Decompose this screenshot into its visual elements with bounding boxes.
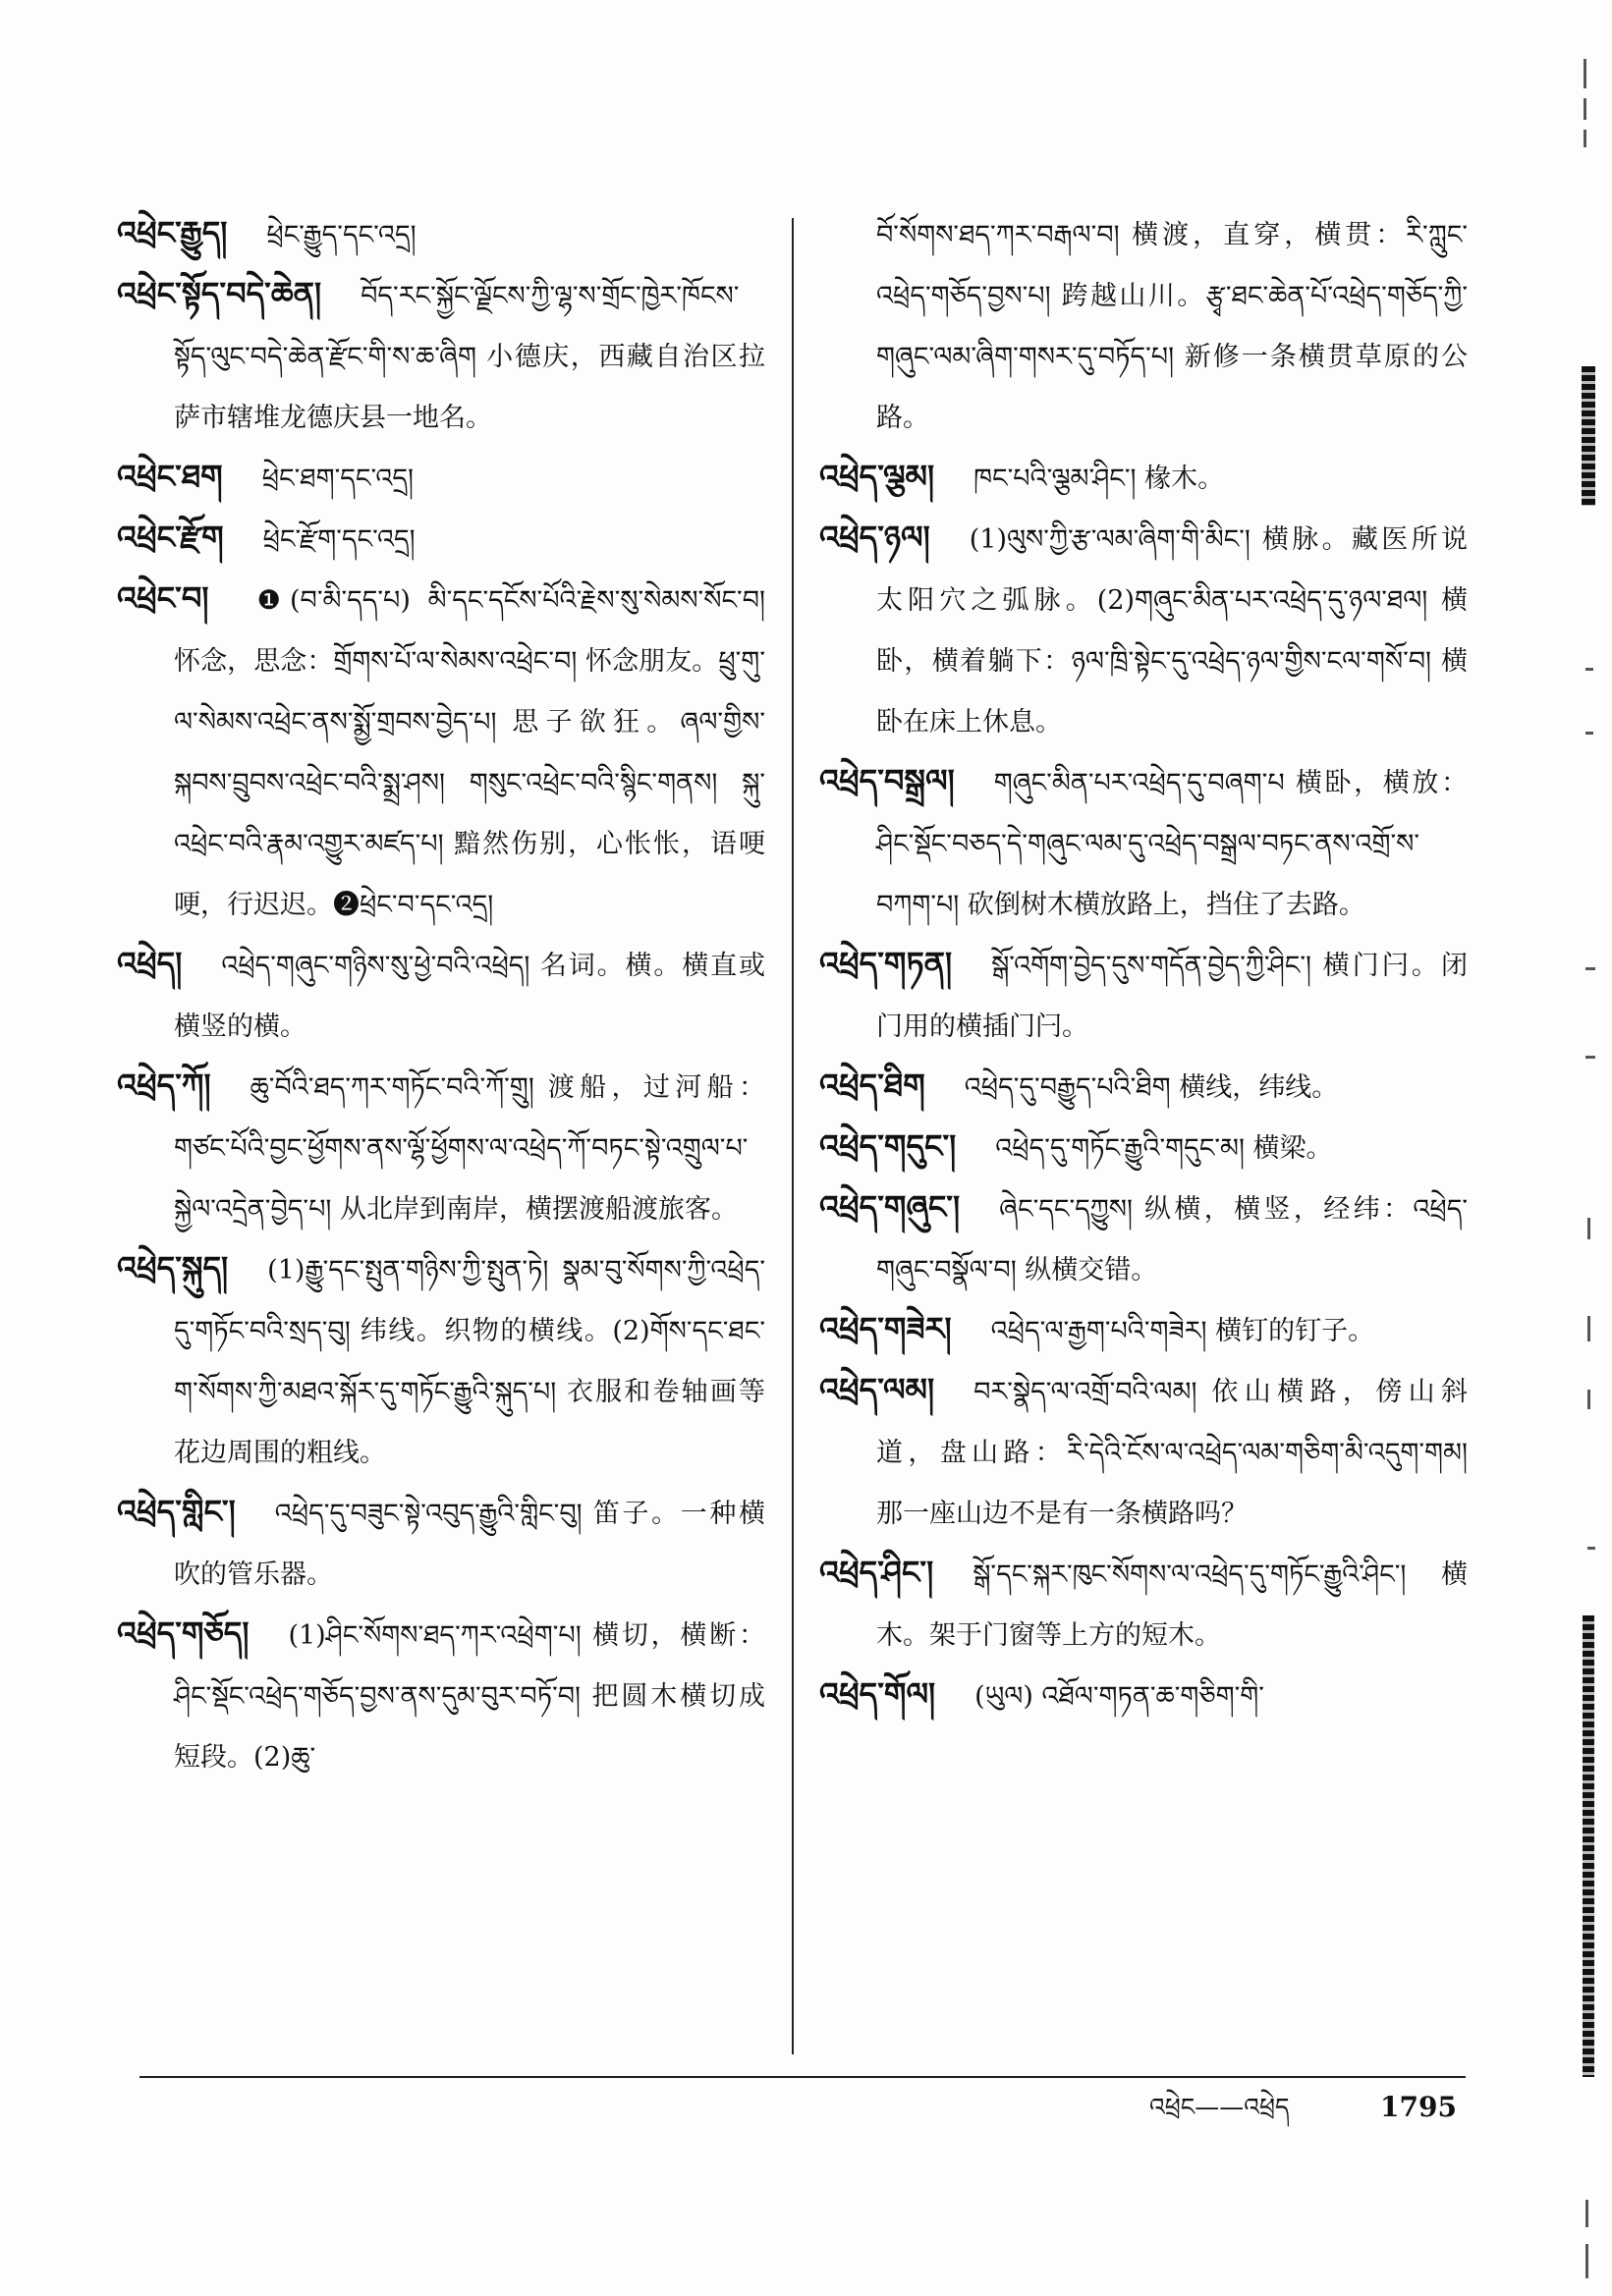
- headword: འཕྲེད་ལམ།: [819, 1371, 935, 1408]
- headword: འཕྲེད།: [117, 945, 183, 982]
- headword: འཕྲེང་བ།: [117, 579, 209, 617]
- headword: འཕྲེད་ཐིག: [819, 1066, 925, 1104]
- dictionary-entry: [819, 754, 1468, 937]
- headword: འཕྲེད་གཞུང་།: [819, 1188, 961, 1226]
- scan-artifact: [1585, 732, 1593, 735]
- dictionary-entry: [117, 1059, 765, 1241]
- dictionary-entry: [117, 511, 765, 572]
- definition: ཞེང་དང་དཀྱུས། 纵横，横竖，经纬：འཕྲེད་གཞུང་བསྣོལ་བ། 纵横交错。: [876, 1194, 1468, 1285]
- dictionary-entry: [117, 1607, 765, 1789]
- headword: འཕྲེང་ཐག: [117, 458, 223, 495]
- dictionary-entry: [819, 937, 1468, 1059]
- scan-artifact: [1585, 2200, 1588, 2227]
- definition: (ཡུལ) འཐོལ་གཏན་ཆ་གཅིག་གི་: [974, 1681, 1264, 1712]
- scan-artifact: [1587, 1390, 1590, 1409]
- dictionary-entry: [117, 937, 765, 1059]
- scan-artifact: [1584, 98, 1586, 120]
- scan-artifact: [1587, 1547, 1595, 1550]
- dictionary-entry: [819, 1546, 1468, 1667]
- definition: (1)རྒྱུ་དང་སྤུན་གཉིས་ཀྱི་སྤུན་ཏེ། སྣམ་བུ་སོགས་ཀྱི་འཕྲེད་དུ་གཏོང་བའི་སྲད་བུ། 纬线。织物的横线。(2)གོས་དང་ཐང་ག་སོགས་ཀྱི་མཐའ་སྐོར་དུ་གཏོང་རྒྱུའི་སྐུད་པ། 衣服和卷轴画等花边周围的粗线。: [174, 1255, 765, 1468]
- dictionary-entry: [819, 450, 1468, 511]
- definition: གཞུང་མིན་པར་འཕྲེད་དུ་བཞག་པ 横卧，横放：ཤིང་སྡོང་བཅད་དེ་གཞུང་ལམ་དུ་འཕྲེད་བསྒྲལ་བཏང་ནས་འགྲོ་ས་བཀག་པ། 砍倒树木横放路上，挡住了去路。: [876, 768, 1468, 920]
- definition: བོ་སོགས་ཐད་ཀར་བརྒལ་བ། 横渡，直穿，横贯：རི་ཀླུང་འཕྲེད་གཅོད་བྱས་པ། 跨越山川。རྩྭ་ཐང་ཆེན་པོ་འཕྲེད་གཅོད་ཀྱི་གཞུང་ལམ་ཞིག་གསར་དུ་བཏོད་པ། 新修一条横贯草原的公路。: [876, 220, 1468, 433]
- dictionary-entry: [819, 1302, 1468, 1363]
- column-divider: [792, 218, 794, 2054]
- headword: འཕྲེད་གོལ།: [819, 1675, 936, 1713]
- scan-artifact: [1585, 2244, 1588, 2278]
- dictionary-entry: [819, 1363, 1468, 1546]
- headword: འཕྲེད་ཉལ།: [819, 519, 930, 556]
- scan-artifact: [1583, 1615, 1594, 2077]
- headword: འཕྲེད་ལྕམ།: [819, 458, 935, 495]
- entry-continuation: [819, 206, 1468, 450]
- definition: སྒོ་འགོག་བྱེད་དུས་གདོན་བྱེད་ཀྱི་ཤིང་། 横门闩。闭门用的横插门闩。: [876, 951, 1468, 1042]
- page-number: 1795: [1380, 2091, 1457, 2123]
- dictionary-entry: [819, 1120, 1468, 1180]
- definition: སྒོ་དང་སྐར་ཁུང་སོགས་ལ་འཕྲེད་དུ་གཏོང་རྒྱུའི་ཤིང་། 横木。架于门窗等上方的短木。: [876, 1559, 1468, 1651]
- definition: (1)ཤིང་སོགས་ཐད་ཀར་འཕྲེག་པ། 横切，横断：ཤིང་སྡོང་འཕྲེད་གཅོད་བྱས་ནས་དུམ་བུར་བཏོ་བ། 把圆木横切成短段。(2)ཆུ་: [174, 1620, 765, 1773]
- scan-artifact: [1584, 130, 1586, 147]
- right-column: [819, 206, 1468, 2064]
- dictionary-entry: [819, 511, 1468, 754]
- scan-artifact: [1587, 1316, 1590, 1341]
- definition: འཕྲེད་དུ་གཏོང་རྒྱུའི་གདུང་མ། 横梁。: [995, 1133, 1333, 1164]
- definition: འཕྲེད་ལ་རྒྱག་པའི་གཟེར། 横钉的钉子。: [990, 1316, 1375, 1346]
- headword: འཕྲེང་རྒྱུད།: [117, 214, 228, 251]
- dictionary-entry: [819, 1667, 1468, 1728]
- headword: འཕྲེད་བསྒྲལ།: [819, 762, 955, 799]
- dictionary-entry: [819, 1059, 1468, 1120]
- running-head: འཕྲེང——འཕྲེད: [1149, 2093, 1290, 2121]
- headword: འཕྲེད་གཏན།: [819, 945, 953, 982]
- definition: ཕྲེང་རྫོག་དང་འདྲ།: [262, 524, 416, 555]
- definition: འཕྲེད་དུ་བརྒྱུད་པའི་ཐིག 横线，纬线。: [964, 1072, 1339, 1103]
- definition: བར་སྣེད་ལ་འགྲོ་བའི་ལམ། 依山横路，傍山斜道，盘山路：རི་དེའི་ངོས་ལ་འཕྲེད་ལམ་གཅིག་མི་འདུག་གམ། 那一座山边不是有一条横路吗？: [876, 1377, 1468, 1529]
- definition: (1)ལུས་ཀྱི་རྩ་ལམ་ཞིག་གི་མིང་། 横脉。藏医所说太阳穴之弧脉。(2)གཞུང་མིན་པར་འཕྲེད་དུ་ཉལ་ཐལ། 横卧，横着躺下：ཉལ་ཁྲི་སྟེང་དུ་འཕྲེད་ཉལ་གྱིས་ངལ་གསོ་བ། 横卧在床上休息。: [876, 524, 1468, 738]
- headword: འཕྲེད་གླིང་།: [117, 1493, 236, 1530]
- definition: ཕྲེང་རྒྱུད་དང་འདྲ།: [266, 220, 417, 250]
- headword: འཕྲེད་སྐུད།: [117, 1249, 229, 1286]
- headword: འཕྲེད་གདུང་།: [819, 1127, 957, 1165]
- dictionary-entry: [117, 1485, 765, 1607]
- scan-artifact: [1585, 967, 1595, 970]
- scan-artifact: [1582, 366, 1595, 506]
- headword: འཕྲེང་སྟོད་བདེ་ཆེན།: [117, 275, 322, 312]
- definition: བོད་རང་སྐྱོང་ལྗོངས་ཀྱི་ལྷ་ས་གྲོང་ཁྱེར་ཁོངས་སྟོད་ལུང་བདེ་ཆེན་རྫོང་གི་ས་ཆ་ཞིག 小德庆，西藏自治区拉萨市辖堆龙德庆县一地名。: [174, 281, 765, 433]
- scan-artifact: [1587, 1218, 1590, 1239]
- dictionary-entry: [117, 572, 765, 937]
- footer-rule: [139, 2076, 1466, 2078]
- left-column: [117, 206, 765, 2064]
- dictionary-entry: [117, 267, 765, 450]
- scan-artifact: [1585, 1056, 1595, 1059]
- definition: ❶(བ་མི་དད་པ) མི་དང་དངོས་པོའི་རྗེས་སུ་སེམས་སོང་བ། 怀念，思念：གྲོགས་པོ་ལ་སེམས་འཕྲེང་བ། 怀念朋友。ཕྲུ་གུ་ལ་སེམས་འཕྲེང་ནས་སྨྱོ་གྲབས་བྱེད་པ། 思子欲狂。ཞལ་གྱིས་སྐབས་བྲུབས་འཕྲེང་བའི་སྨྲ་ཤས། གསུང་འཕྲེང་བའི་སྙིང་གནས། སྐུ་འཕྲེང་བའི་རྣམ་འགྱུར་མཛད་པ། 黯然伤别，心怅怅，语哽哽，行迟迟。❷ཕྲེང་བ་དང་འདྲ།: [174, 585, 765, 920]
- dictionary-entry: [117, 1241, 765, 1485]
- scan-artifact: [1584, 59, 1586, 88]
- definition: འཕྲེད་དུ་བཟུང་སྟེ་འབུད་རྒྱུའི་གླིང་བུ། 笛子。一种横吹的管乐器。: [174, 1499, 765, 1590]
- dictionary-entry: [819, 1180, 1468, 1302]
- definition: ཁང་པའི་ལྕམ་ཤིང་། 椽木。: [973, 464, 1225, 494]
- definition: འཕྲེད་གཞུང་གཉིས་སུ་ཕྱེ་བའི་འཕྲེད། 名词。横。横直或横竖的横。: [174, 951, 765, 1042]
- headword: འཕྲེང་རྫོག: [117, 519, 224, 556]
- headword: འཕྲེད་གཟེར།: [819, 1310, 952, 1347]
- headword: འཕྲེད་ཤིང་།: [819, 1554, 934, 1591]
- definition: ཆུ་བོའི་ཐད་ཀར་གཏོང་བའི་ཀོ་གྲུ། 渡船，过河船：གཙང་པོའི་བྱང་ཕྱོགས་ནས་ལྷོ་ཕྱོགས་ལ་འཕྲེད་ཀོ་བཏང་སྟེ་འགྲུལ་པ་སྐྱེལ་འདྲེན་བྱེད་པ། 从北岸到南岸，横摆渡船渡旅客。: [174, 1072, 765, 1225]
- scan-artifact: [1585, 668, 1593, 671]
- headword: འཕྲེད་གཅོད།: [117, 1614, 250, 1652]
- definition: ཕྲེང་ཐག་དང་འདྲ།: [261, 464, 414, 494]
- dictionary-entry: [117, 450, 765, 511]
- dictionary-entry: [117, 206, 765, 267]
- headword: འཕྲེད་ཀོ།: [117, 1066, 211, 1104]
